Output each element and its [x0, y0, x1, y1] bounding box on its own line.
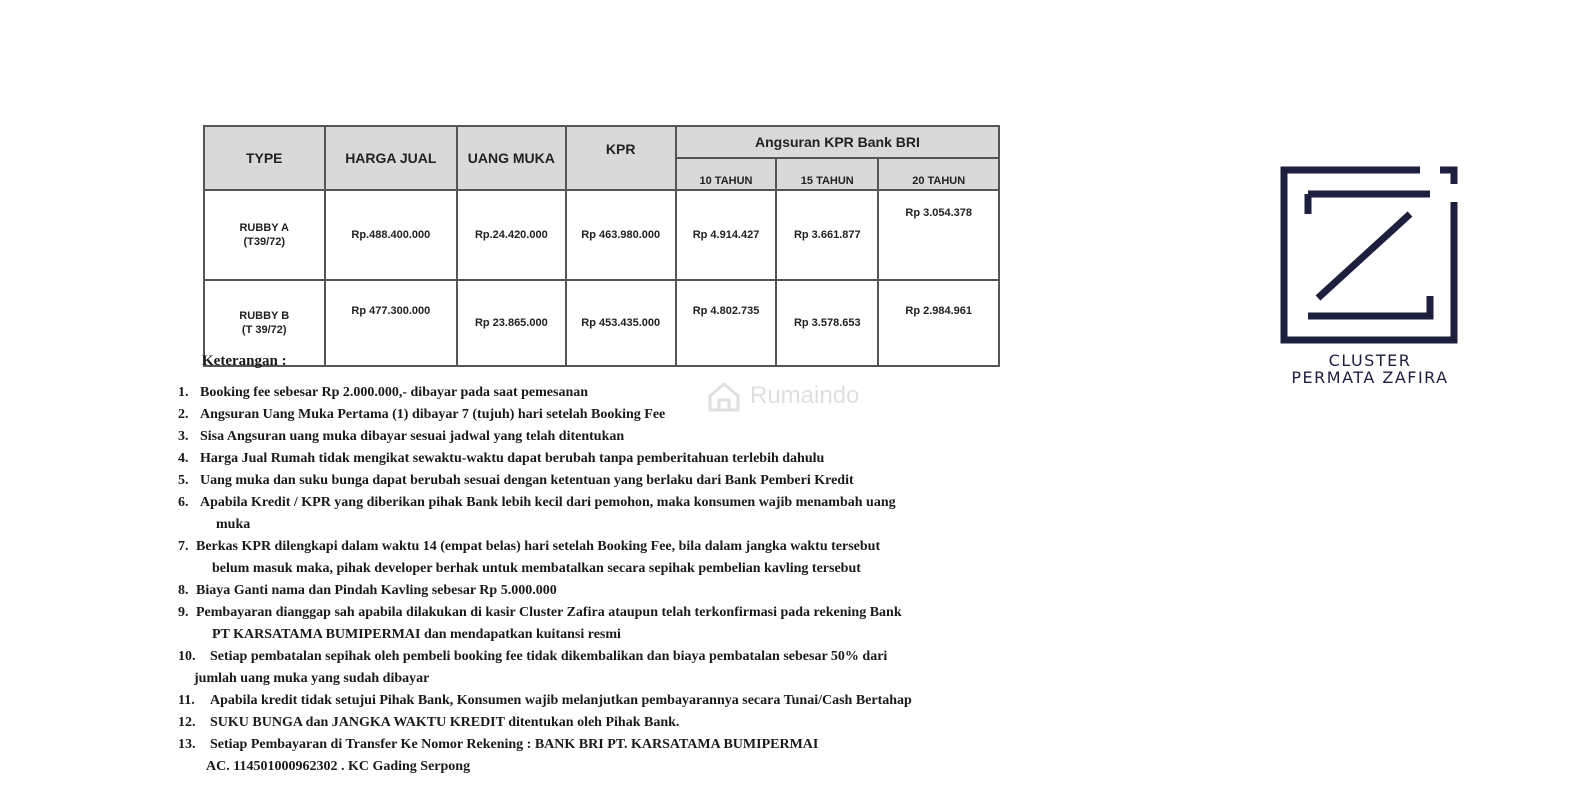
header-uang-muka: UANG MUKA: [457, 126, 565, 190]
type-name: RUBBY A: [239, 222, 289, 234]
notes-list: [178, 382, 1008, 778]
list-item-text: Sisa Angsuran uang muka dibayar sesuai jadwal yang telah ditentukan: [200, 429, 625, 444]
list-item: [178, 448, 1008, 470]
header-harga-jual: HARGA JUAL: [325, 126, 458, 190]
list-item-continuation: PT KARSATAMA BUMIPERMAI dan mendapatkan kuitansi resmi: [212, 627, 621, 642]
list-item-number: 2.: [178, 407, 189, 422]
list-item-text: Booking fee sebesar Rp 2.000.000,- dibayar pada saat pemesanan: [200, 385, 589, 400]
cluster-logo: [1280, 166, 1460, 386]
list-item-text: Apabila kredit tidak setujui Pihak Bank, Konsumen wajib melanjutkan pembayarannya secara Tunai/Cash Bertahap: [210, 693, 912, 708]
list-item-continuation: belum masuk maka, pihak developer berhak untuk membatalkan secara sepihak pembelian kavling tersebut: [212, 561, 861, 576]
harga-jual-cell: Rp.488.400.000: [325, 190, 458, 280]
logo-text-line2: PERMATA ZAFIRA: [1291, 368, 1449, 387]
watermark: [706, 378, 859, 414]
angsuran-10-cell: Rp 4.914.427: [676, 190, 776, 280]
angsuran-15-cell: Rp 3.661.877: [776, 190, 878, 280]
header-kpr: KPR: [566, 126, 676, 190]
list-item-text: Uang muka dan suku bunga dapat berubah sesuai dengan ketentuan yang berlaku dari Bank Pemberi Kredit: [200, 473, 854, 488]
notes-title: Keterangan :: [202, 353, 287, 369]
table-row: [204, 190, 999, 280]
list-item: [178, 492, 1008, 536]
type-name: RUBBY B: [239, 310, 290, 322]
list-item-continuation: muka: [216, 517, 251, 532]
list-item-number: 3.: [178, 429, 189, 444]
list-item: [178, 470, 1008, 492]
list-item: [178, 734, 1008, 778]
list-item-number: 13.: [178, 737, 196, 752]
list-item-text: Harga Jual Rumah tidak mengikat sewaktu-waktu dapat berubah tanpa pemberitahuan terlebih dahulu: [200, 451, 825, 466]
table-header-row: [204, 126, 999, 158]
list-item-continuation: AC. 114501000962302 . KC Gading Serpong: [206, 759, 471, 774]
table-row: [204, 280, 999, 366]
list-item-text: SUKU BUNGA dan JANGKA WAKTU KREDIT ditentukan oleh Pihak Bank.: [210, 715, 680, 730]
list-item: [178, 602, 1008, 646]
type-code: (T 39/72): [241, 324, 287, 336]
list-item: [178, 426, 1008, 448]
list-item-number: 9.: [178, 605, 189, 620]
list-item-number: 7.: [178, 539, 189, 554]
list-item-continuation: jumlah uang muka yang sudah dibayar: [194, 671, 430, 686]
logo-text-line1: CLUSTER: [1328, 351, 1412, 370]
list-item-number: 12.: [178, 715, 196, 730]
list-item-text: Angsuran Uang Muka Pertama (1) dibayar 7 (tujuh) hari setelah Booking Fee: [200, 407, 666, 422]
type-code: (T39/72): [243, 236, 286, 248]
type-cell: [204, 190, 325, 280]
list-item: [178, 690, 1008, 712]
kpr-cell: Rp 463.980.000: [566, 190, 676, 280]
list-item-text: Berkas KPR dilengkapi dalam waktu 14 (empat belas) hari setelah Booking Fee, bila dalam jangka waktu tersebut: [196, 539, 881, 554]
header-tenor-10: 10 TAHUN: [676, 158, 776, 190]
header-tenor-20: 20 TAHUN: [878, 158, 999, 190]
angsuran-15-cell: Rp 3.578.653: [776, 280, 878, 366]
house-logo-icon: [706, 378, 742, 414]
list-item-number: 5.: [178, 473, 189, 488]
list-item-number: 4.: [178, 451, 189, 466]
list-item: [178, 536, 1008, 580]
angsuran-20-cell: Rp 3.054.378: [878, 190, 999, 280]
header-tenor-15: 15 TAHUN: [776, 158, 878, 190]
list-item-text: Biaya Ganti nama dan Pindah Kavling sebesar Rp 5.000.000: [196, 583, 557, 598]
list-item-text: Apabila Kredit / KPR yang diberikan pihak Bank lebih kecil dari pemohon, maka konsumen wajib menambah uang: [200, 495, 896, 510]
list-item-number: 10.: [178, 649, 196, 664]
list-item-text: Setiap pembatalan sepihak oleh pembeli booking fee tidak dikembalikan dan biaya pembatalan sebesar 50% dari: [210, 649, 888, 664]
angsuran-10-cell: Rp 4.802.735: [676, 280, 776, 366]
uang-muka-cell: Rp 23.865.000: [457, 280, 565, 366]
angsuran-20-cell: Rp 2.984.961: [878, 280, 999, 366]
list-item-number: 6.: [178, 495, 189, 510]
list-item-text: Pembayaran dianggap sah apabila dilakukan di kasir Cluster Zafira ataupun telah terkonfirmasi pada rekening Bank: [196, 605, 902, 620]
list-item: [178, 712, 1008, 734]
kpr-cell: Rp 453.435.000: [566, 280, 676, 366]
list-item: [178, 404, 1008, 426]
header-type: TYPE: [204, 126, 325, 190]
header-angsuran-group: Angsuran KPR Bank BRI: [676, 126, 999, 158]
list-item-text: Setiap Pembayaran di Transfer Ke Nomor Rekening : BANK BRI PT. KARSATAMA BUMIPERMAI: [210, 737, 819, 752]
list-item-number: 8.: [178, 583, 189, 598]
list-item-number: 11.: [178, 693, 195, 708]
z-monogram-icon: [1280, 166, 1458, 344]
price-table: [203, 125, 1000, 367]
harga-jual-cell: Rp 477.300.000: [325, 280, 458, 366]
list-item: [178, 382, 1008, 404]
list-item: [178, 580, 1008, 602]
uang-muka-cell: Rp.24.420.000: [457, 190, 565, 280]
watermark-text: Rumaindo: [750, 382, 860, 409]
list-item-number: 1.: [178, 385, 189, 400]
list-item: [178, 646, 1008, 690]
